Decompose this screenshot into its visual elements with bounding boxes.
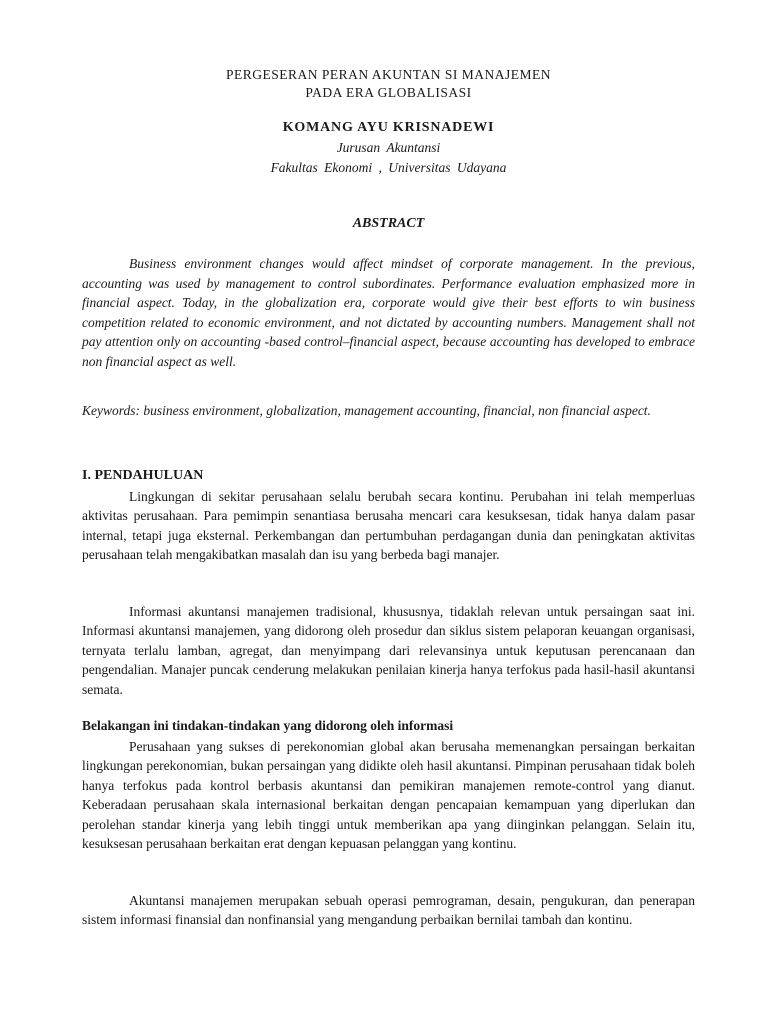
abstract-heading: ABSTRACT xyxy=(352,216,425,231)
abstract-body: Business environment changes would affect mindset of corporate management. In the previous, accounting was used by management to control subordinates. Performance evaluation emphasized more in financial aspect. Today, in the globalization era, corporate would give their best efforts to win business competition related to economic environment, and not dictated by accounting numbers. Management shall not pay attention only on accounting -based control–financial aspect, because accounting has developed to embrace non financial aspect as well. xyxy=(82,256,695,369)
paper-title-line-2: PADA ERA GLOBALISASI xyxy=(305,85,472,100)
author-department: Jurusan Akuntansi xyxy=(336,140,441,155)
body-paragraph-4: Akuntansi manajemen merupakan sebuah operasi pemrograman, desain, pengukuran, dan penerapan sistem informasi finansial dan nonfinansial yang mengandung perbaikan bernilai tambah dan kontinu. xyxy=(82,893,695,928)
body-paragraph-2: Informasi akuntansi manajemen tradisional, khususnya, tidaklah relevan untuk persaingan saat ini. Informasi akuntansi manajemen, yang didorong oleh prosedur dan siklus sistem pelaporan keuangan organisasi, ternyata terlalu lamban, agregat, dan menyimpang dari relevansinya untuk keputusan perencanaan dan pengendalian. Manajer puncak cenderung melakukan penilaian kinerja hanya terfokus pada hasil-hasil akuntansi semata. xyxy=(82,604,695,697)
body-paragraph-3: Perusahaan yang sukses di perekonomian global akan berusaha memenangkan persaingan berkaitan lingkungan perekonomian, bukan persaingan yang didikte oleh hasil akuntansi. Pimpinan perusahaan tidak boleh hanya terfokus pada kontrol berbasis akuntansi dan pemikiran manajemen remote-control yang dianut. Keberadaan perusahaan skala internasional berkaitan dengan pencapaian kemampuan yang diperlukan dan perolehan standar kinerja yang lebih tinggi untuk memberikan apa yang diinginkan pelanggan. Selain itu, kesuksesan perusahaan berkaitan erat dengan kepuasan pelanggan yang kontinu. xyxy=(82,739,695,852)
keywords: Keywords: business environment, globalization, management accounting, financial, non financial aspect. xyxy=(82,403,651,418)
author-name: KOMANG AYU KRISNADEWI xyxy=(282,120,495,135)
subsection-heading: Belakangan ini tindakan-tindakan yang didorong oleh informasi xyxy=(82,718,454,733)
section-heading-pendahuluan: I. PENDAHULUAN xyxy=(82,468,204,483)
body-paragraph-1: Lingkungan di sekitar perusahaan selalu berubah secara kontinu. Perubahan ini telah memperluas aktivitas perusahaan. Para pemimpin senantiasa berusaha mencari cara kesuksesan, tidak hanya dalam pasar internal, tetapi juga eksternal. Perkembangan dan pertumbuhan perdagangan dunia dan peningkatan aktivitas perusahaan telah mengakibatkan masalah dan isu yang berbeda bagi manajer. xyxy=(82,489,695,563)
paper-title-line-1: PERGESERAN PERAN AKUNTAN SI MANAJEMEN xyxy=(226,67,551,82)
author-faculty: Fakultas Ekonomi , Universitas Udayana xyxy=(270,160,507,175)
